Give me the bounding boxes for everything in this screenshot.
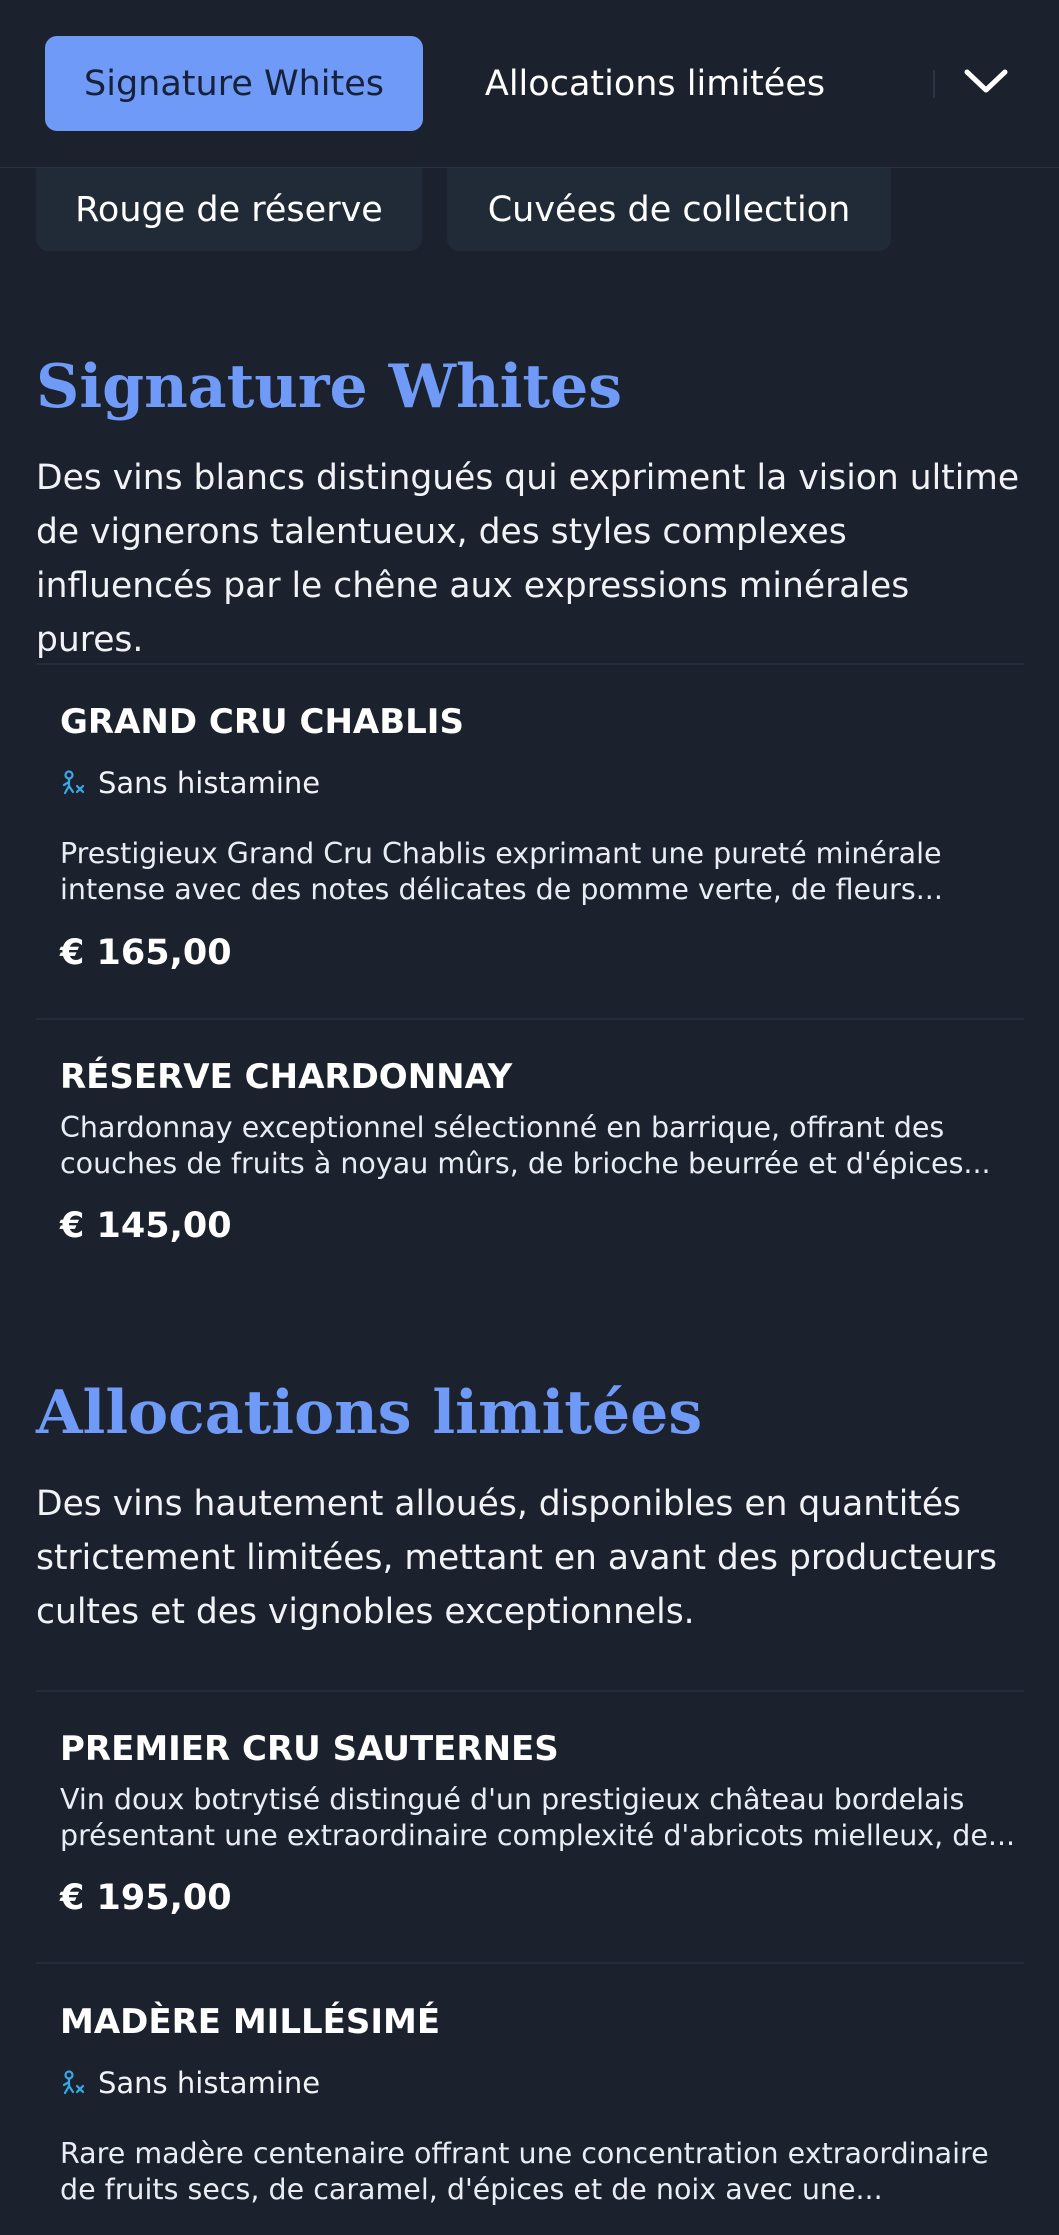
expand-categories-button[interactable]: [955, 50, 1017, 112]
wine-price: € 165,00: [60, 933, 232, 973]
section-title: Signature Whites: [36, 352, 623, 422]
tab-cuvees-de-collection[interactable]: Cuvées de collection: [447, 168, 891, 251]
tab-signature-whites[interactable]: Signature Whites: [45, 36, 423, 131]
wine-description: Vin doux botrytisé distingué d'un prestigieux château bordelais présentant une extraordinaire complexité d'abricots mielleux, de...: [60, 1783, 1016, 1852]
divider: [36, 1962, 1024, 1964]
chevron-down-icon: [955, 50, 1017, 112]
section-title: Allocations limitées: [36, 1378, 703, 1448]
wine-name: GRAND CRU CHABLIS: [60, 702, 464, 742]
nav-divider: [933, 70, 935, 98]
wine-description: Rare madère centenaire offrant une concentration extraordinaire de fruits secs, de caramel, d'épices et de noix avec une...: [60, 2137, 989, 2206]
wine-description: Prestigieux Grand Cru Chablis exprimant une pureté minérale intense avec des notes délicates de pomme verte, de fleurs...: [60, 837, 943, 906]
wine-name: MADÈRE MILLÉSIMÉ: [60, 2002, 441, 2042]
histamine-free-icon: [60, 2069, 86, 2097]
wine-description: Chardonnay exceptionnel sélectionné en barrique, offrant des couches de fruits à noyau mûrs, de brioche beurrée et d'épices...: [60, 1111, 991, 1180]
wine-price: € 145,00: [60, 1206, 232, 1246]
badge: [60, 766, 320, 800]
badge: [60, 2066, 320, 2100]
wine-name: RÉSERVE CHARDONNAY: [60, 1057, 513, 1097]
wine-price: € 195,00: [60, 1878, 232, 1918]
badge-label: Sans histamine: [98, 766, 321, 800]
section-description: Des vins blancs distingués qui expriment la vision ultime de vignerons talentueux, des styles complexes influencés par le chêne aux expressions minérales pures.: [36, 458, 1020, 660]
divider: [36, 663, 1024, 665]
category-nav: [0, 0, 1059, 168]
tab-allocations-limitees[interactable]: Allocations limitées: [484, 63, 826, 104]
histamine-free-icon: [60, 769, 86, 797]
divider: [36, 1690, 1024, 1692]
section-description: Des vins hautement alloués, disponibles en quantités strictement limitées, mettant en avant des producteurs cultes et des vignobles exceptionnels.: [36, 1484, 997, 1632]
wine-name: PREMIER CRU SAUTERNES: [60, 1729, 559, 1769]
tab-rouge-de-reserve[interactable]: Rouge de réserve: [36, 168, 422, 251]
divider: [36, 1018, 1024, 1020]
badge-label: Sans histamine: [98, 2066, 321, 2100]
